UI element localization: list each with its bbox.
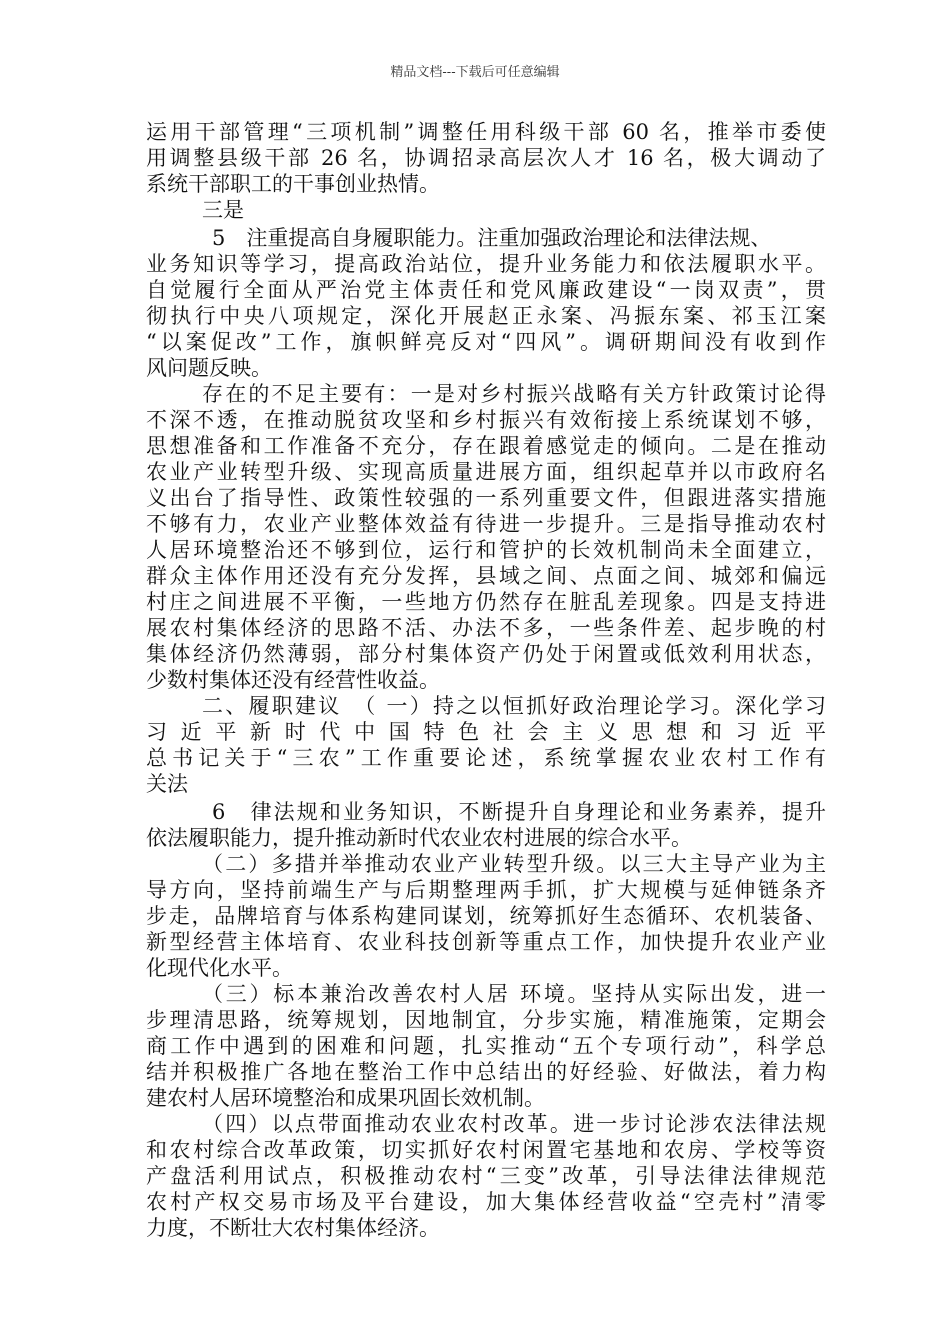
text-line: 风问题反映。 xyxy=(146,356,272,380)
text-line: 展农村集体经济的思路不活、办法不多，一些条件差、起步晚的村 xyxy=(146,616,826,640)
text-line: 产盘活利用试点，积极推动农村“三变”改革，引导法律法律规范 xyxy=(146,1164,826,1188)
text-line: 步理清思路，统筹规划，因地制宜，分步实施，精准施策，定期会 xyxy=(146,1008,826,1032)
text-line: 习近平新时代中国特色社会主义思想和习近平 xyxy=(146,720,826,744)
text-line: “以案促改”工作，旗帜鲜亮反对“四风”。调研期间没有收到作 xyxy=(146,330,826,354)
text-line: 村庄之间进展不平衡，一些地方仍然存在脏乱差现象。四是支持进 xyxy=(146,590,826,614)
text-line: 依法履职能力，提升推动新时代农业农村进展的综合水平。 xyxy=(146,826,692,850)
text-line: 建农村人居环境整治和成果巩固长效机制。 xyxy=(146,1086,545,1110)
text-line: 自觉履行全面从严治党主体责任和党风廉政建设“一岗双责”，贯 xyxy=(146,278,826,302)
text-line: 少数村集体还没有经营性收益。 xyxy=(146,668,440,692)
text-line: 二、履职建议 （ 一）持之以恒抓好政治理论学习。深化学习 xyxy=(202,694,826,718)
text-line: 系统干部职工的干事创业热情。 xyxy=(146,172,440,196)
text-line: 集体经济仍然薄弱，部分村集体资产仍处于闲置或低效利用状态， xyxy=(146,642,826,666)
text-line: 思想准备和工作准备不充分，存在跟着感觉走的倾向。二是在推动 xyxy=(146,434,826,458)
text-line: 存在的不足主要有：一是对乡村振兴战略有关方针政策讨论得 xyxy=(202,382,826,406)
text-line: （二）多措并举推动农业产业转型升级。以三大主导产业为主 xyxy=(202,852,826,876)
text-line: 群众主体作用还没有充分发挥，县域之间、点面之间、城郊和偏远 xyxy=(146,564,826,588)
text-line: 和农村综合改革政策，切实抓好农村闲置宅基地和农房、学校等资 xyxy=(146,1138,826,1162)
text-line: 化现代化水平。 xyxy=(146,956,293,980)
text-line: 新型经营主体培育、农业科技创新等重点工作，加快提升农业产业 xyxy=(146,930,826,954)
text-line: 导方向，坚持前端生产与后期整理两手抓，扩大规模与延伸链条齐 xyxy=(146,878,826,902)
text-line: 业务知识等学习，提高政治站位，提升业务能力和依法履职水平。 xyxy=(146,252,826,276)
text-line: 5 注重提高自身履职能力。注重加强政治理论和法律法规、 xyxy=(212,226,772,250)
text-line: 不够有力，农业产业整体效益有待进一步提升。三是指导推动农村 xyxy=(146,512,826,536)
text-line: 农业产业转型升级、实现高质量进展方面，组织起草并以市政府名 xyxy=(146,460,826,484)
text-line: 三是 xyxy=(202,198,244,222)
text-line: 运用干部管理“三项机制”调整任用科级干部 60 名，推举市委使 xyxy=(146,120,826,144)
text-line: 步走，品牌培育与体系构建同谋划，统筹抓好生态循环、农机装备、 xyxy=(146,904,826,928)
text-line: 人居环境整治还不够到位，运行和管护的长效机制尚未全面建立， xyxy=(146,538,826,562)
text-line: 结并积极推广各地在整治工作中总结出的好经验、好做法，着力构 xyxy=(146,1060,826,1084)
text-line: 商工作中遇到的困难和问题，扎实推动“五个专项行动”，科学总 xyxy=(146,1034,826,1058)
text-line: 关法 xyxy=(146,772,188,796)
document-body xyxy=(146,119,826,1241)
page-header: 精品文档---下载后可任意编辑 xyxy=(390,65,560,80)
text-line: 力度，不断壮大农村集体经济。 xyxy=(146,1216,440,1240)
text-line: 总书记关于“三农”工作重要论述，系统掌握农业农村工作有 xyxy=(146,746,826,770)
text-line: 农村产权交易市场及平台建设，加大集体经营收益“空壳村”清零 xyxy=(146,1190,826,1214)
text-line: 用调整县级干部 26 名，协调招录高层次人才 16 名，极大调动了 xyxy=(146,146,826,170)
text-line: 不深不透，在推动脱贫攻坚和乡村振兴有效衔接上系统谋划不够， xyxy=(146,408,826,432)
text-line: （四）以点带面推动农业农村改革。进一步讨论涉农法律法规 xyxy=(202,1112,826,1136)
text-line: 6 律法规和业务知识，不断提升自身理论和业务素养，提升 xyxy=(212,800,826,824)
text-line: 彻执行中央八项规定，深化开展赵正永案、冯振东案、祁玉江案 xyxy=(146,304,826,328)
text-line: 义出台了指导性、政策性较强的一系列重要文件，但跟进落实措施 xyxy=(146,486,826,510)
text-line: （三）标本兼治改善农村人居 环境。坚持从实际出发，进一 xyxy=(202,982,826,1006)
